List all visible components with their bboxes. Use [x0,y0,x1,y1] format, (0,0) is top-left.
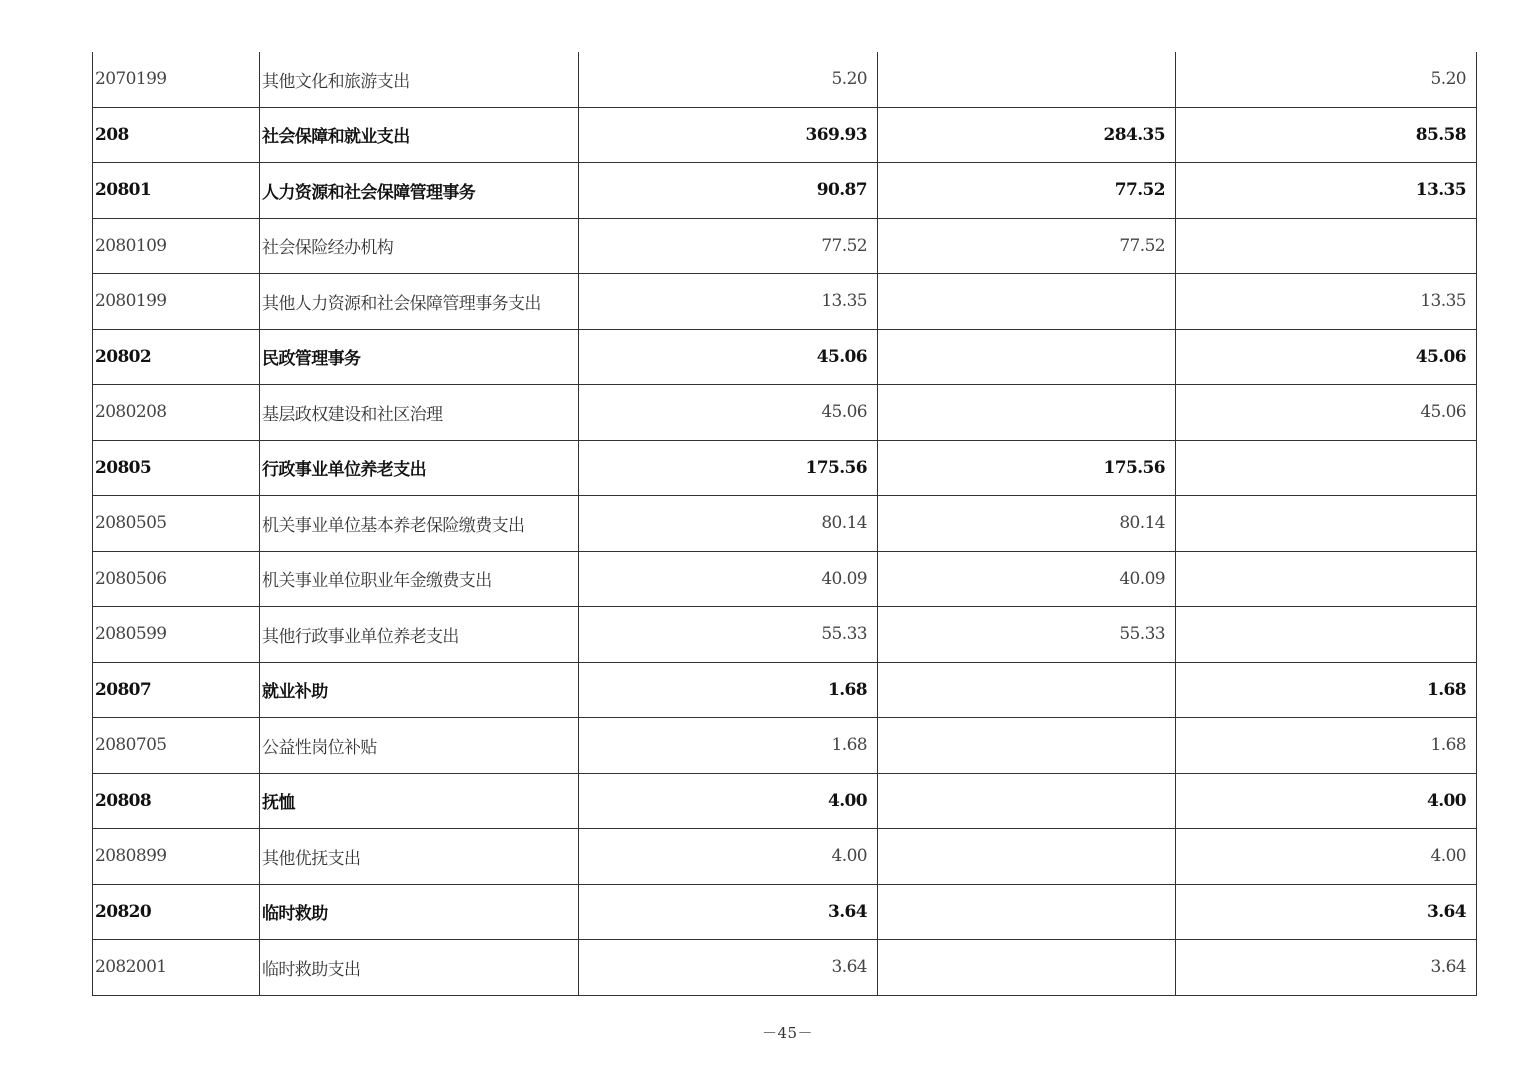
table-row [93,440,1477,496]
cell-code: 20805 [93,440,260,496]
cell-name: 基层政权建设和社区治理 [260,385,579,441]
cell-total: 3.64 [579,940,878,996]
cell-code: 2080109 [93,218,260,274]
table-row [93,884,1477,940]
table-row [93,662,1477,718]
cell-code: 208 [93,107,260,163]
cell-basic: 175.56 [878,440,1176,496]
cell-name: 抚恤 [260,773,579,829]
cell-project [1176,496,1477,552]
cell-code: 2082001 [93,940,260,996]
cell-project [1176,607,1477,663]
table-row [93,940,1477,996]
cell-basic [878,274,1176,330]
cell-total: 55.33 [579,607,878,663]
page-number: －45－ [761,1024,814,1042]
cell-name: 临时救助 [260,884,579,940]
cell-code: 2080208 [93,385,260,441]
cell-project: 45.06 [1176,329,1477,385]
table-row [93,163,1477,219]
cell-code: 20807 [93,662,260,718]
cell-total: 77.52 [579,218,878,274]
cell-name: 临时救助支出 [260,940,579,996]
cell-total: 5.20 [579,52,878,107]
cell-code: 2080705 [93,718,260,774]
table-row [93,329,1477,385]
cell-total: 13.35 [579,274,878,330]
cell-basic [878,385,1176,441]
cell-project: 13.35 [1176,274,1477,330]
cell-project [1176,440,1477,496]
table-row [93,274,1477,330]
cell-project: 85.58 [1176,107,1477,163]
cell-name: 社会保障和就业支出 [260,107,579,163]
table-row [93,52,1477,107]
table-row [93,829,1477,885]
cell-project: 5.20 [1176,52,1477,107]
cell-code: 2080599 [93,607,260,663]
cell-total: 80.14 [579,496,878,552]
table-row [93,551,1477,607]
cell-total: 3.64 [579,884,878,940]
cell-basic [878,662,1176,718]
cell-code: 20820 [93,884,260,940]
cell-name: 其他行政事业单位养老支出 [260,607,579,663]
cell-project: 1.68 [1176,662,1477,718]
cell-name: 行政事业单位养老支出 [260,440,579,496]
cell-name: 社会保险经办机构 [260,218,579,274]
cell-name: 公益性岗位补贴 [260,718,579,774]
cell-basic [878,884,1176,940]
cell-basic: 80.14 [878,496,1176,552]
cell-project: 3.64 [1176,884,1477,940]
cell-name: 其他优抚支出 [260,829,579,885]
cell-total: 175.56 [579,440,878,496]
cell-total: 369.93 [579,107,878,163]
cell-project: 3.64 [1176,940,1477,996]
cell-code: 2080199 [93,274,260,330]
cell-total: 1.68 [579,662,878,718]
cell-basic [878,829,1176,885]
cell-name: 其他人力资源和社会保障管理事务支出 [260,274,579,330]
table-row [93,607,1477,663]
cell-name: 就业补助 [260,662,579,718]
table-row [93,218,1477,274]
cell-code: 2080505 [93,496,260,552]
cell-code: 2080899 [93,829,260,885]
cell-name: 机关事业单位职业年金缴费支出 [260,551,579,607]
cell-name: 民政管理事务 [260,329,579,385]
cell-code: 20801 [93,163,260,219]
cell-basic: 284.35 [878,107,1176,163]
cell-name: 人力资源和社会保障管理事务 [260,163,579,219]
cell-name: 机关事业单位基本养老保险缴费支出 [260,496,579,552]
cell-total: 4.00 [579,829,878,885]
cell-total: 40.09 [579,551,878,607]
cell-basic [878,52,1176,107]
cell-total: 90.87 [579,163,878,219]
cell-basic [878,329,1176,385]
cell-basic: 77.52 [878,218,1176,274]
cell-basic [878,773,1176,829]
cell-total: 45.06 [579,385,878,441]
table-row [93,107,1477,163]
cell-project: 1.68 [1176,718,1477,774]
cell-project [1176,218,1477,274]
cell-name: 其他文化和旅游支出 [260,52,579,107]
cell-total: 4.00 [579,773,878,829]
cell-project: 4.00 [1176,773,1477,829]
cell-total: 45.06 [579,329,878,385]
cell-basic: 40.09 [878,551,1176,607]
table-row [93,385,1477,441]
budget-table-body [93,52,1477,995]
cell-total: 1.68 [579,718,878,774]
table-row [93,496,1477,552]
table-row [93,718,1477,774]
budget-table [92,52,1477,996]
cell-code: 2070199 [93,52,260,107]
cell-code: 2080506 [93,551,260,607]
cell-basic [878,718,1176,774]
cell-code: 20808 [93,773,260,829]
table-row [93,773,1477,829]
cell-project: 45.06 [1176,385,1477,441]
cell-project: 13.35 [1176,163,1477,219]
cell-basic [878,940,1176,996]
cell-project: 4.00 [1176,829,1477,885]
cell-project [1176,551,1477,607]
cell-basic: 77.52 [878,163,1176,219]
cell-basic: 55.33 [878,607,1176,663]
cell-code: 20802 [93,329,260,385]
